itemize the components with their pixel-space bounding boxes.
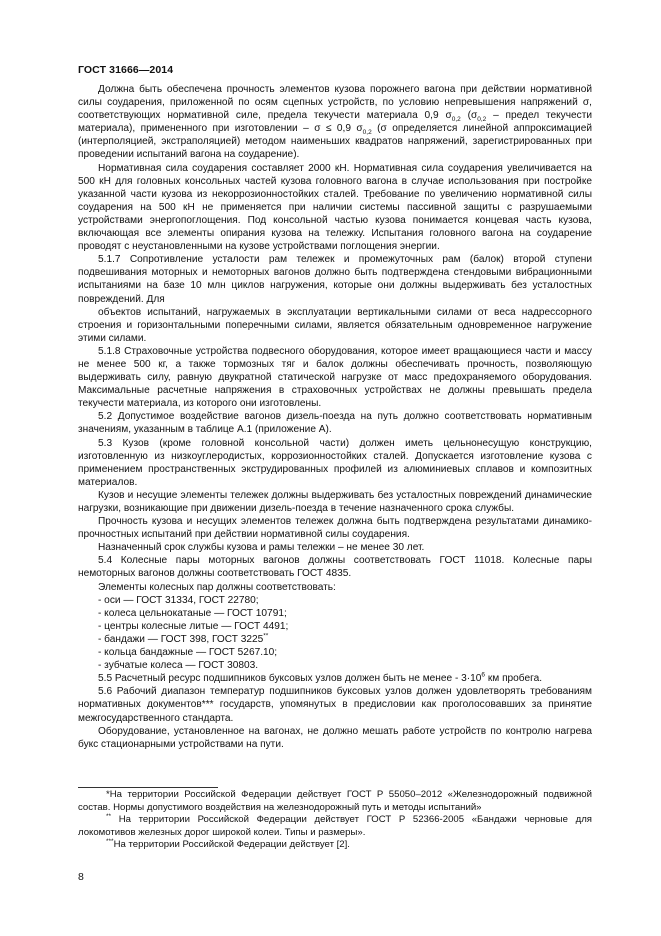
body-paragraph: Кузов и несущие элементы тележек должны выдерживать без усталостных повреждений динамические нагрузки, возникающие при движении дизель-поезда в течение назначенного срока службы. [78,489,592,514]
body-paragraph: Нормативная сила соударения составляет 2000 кН. Нормативная сила соударения увеличивается на 500 кН для головных консольных частей кузова головного вагона в случае использования при постройке указанной части кузова из некоррозионностойких сталей. Требование по увеличению нормативной силы соударения на 500 кН не применяется при наличии системы пассивной защиты с разрушаемыми устройствами энергопоглощения. Под консольной частью кузова понимается концевая часть кузова, включающая все элементы опирания кузова на тележку. Испытания головного вагона на соударение проводят с неустановленными на кузове устройствами поглощения энергии. [78,162,592,253]
footnotes [78,789,592,852]
footnote: ** На территории Российской Федерации действует ГОСТ Р 52366-2005 «Бандажи черновые для локомотивов железных дорог широкой колеи. Типы и размеры». [78,812,592,838]
footnote-divider [78,787,218,788]
body-paragraph: - колеса цельнокатаные — ГОСТ 10791; [98,607,287,619]
footnote: ***На территории Российской Федерации действует [2]. [106,837,350,850]
document-body [78,83,592,751]
body-paragraph: 5.5 Расчетный ресурс подшипников буксовых узлов должен быть не менее - $3\cdot 10^6$ км пробега. [98,671,543,685]
body-paragraph: - бандажи — ГОСТ 398, ГОСТ 3225** [98,632,269,645]
standard-header: ГОСТ 31666—2014 [78,64,174,76]
body-paragraph: 5.6 Рабочий диапазон температур подшипников буксовых узлов должен удовлетворять требованиям нормативных документов*** государств, упомянутых в предисловии как проголосовавших за принятие межгосударственного стандарта. [78,686,592,724]
body-paragraph: - зубчатые колеса — ГОСТ 30803. [98,660,259,672]
body-paragraph: - оси — ГОСТ 31334, ГОСТ 22780; [98,594,259,606]
body-paragraph: 5.3 Кузов (кроме головной консольной части) должен иметь цельнонесущую конструкцию, изготовленную из низкоуглеродистых, коррозионностойких сталей. Допускается изготовление кузова с применением пространственных экструдированных профилей из алюминиевых сплавов и композитных материалов. [78,437,592,488]
body-paragraph: Назначенный срок службы кузова и рамы тележки – не менее 30 лет. [98,542,425,554]
body-paragraph: Прочность кузова и несущих элементов тележек должна быть подтверждена результатами динамико-прочностных испытаний при действии нормативной силы соударения. [78,516,592,541]
body-paragraph: 5.1.8 Страховочные устройства подвесного оборудования, которое имеет вращающиеся части и массу не менее 500 кг, а также тормозных тяг и балок должны обеспечивать прочность, позволяющую выдерживать силу, равную двукратной статической нагрузке от масс предохраняемого оборудования. Максимальные расчетные напряжения в страховочных устройствах не должны превышать предела текучести материала, из которого они изготовлены. [78,345,592,410]
body-paragraph: - кольца бандажные — ГОСТ 5267.10; [98,647,278,659]
body-paragraph: объектов испытаний, нагружаемых в эксплуатации вертикальными силами от веса надрессорного строения и горизонтальными поперечными силами, является обязательным одновременное нагружение этими силами. [78,306,592,344]
body-paragraph: 5.2 Допустимое воздействие вагонов дизель-поезда на путь должно соответствовать нормативным значениям, указанным в таблице А.1 (приложение А). [78,411,592,436]
body-paragraph: 5.4 Колесные пары моторных вагонов должны соответствовать ГОСТ 11018. Колесные пары немоторных вагонов должны соответствовать ГОСТ 4835. [78,555,592,580]
footnote: *На территории Российской Федерации действует ГОСТ Р 55050–2012 «Железнодорожный подвижной состав. Нормы допустимого воздействия на железнодорожный путь и методы испытаний» [78,789,592,813]
body-paragraph: - центры колесные литые — ГОСТ 4491; [98,620,289,632]
body-paragraph: Оборудование, установленное на вагонах, не должно мешать работе устройств по контролю нагрева букс стационарными устройствами на пути. [78,725,592,750]
body-paragraph: 5.1.7 Сопротивление усталости рам тележек и промежуточных рам (балок) второй ступени подвешивания моторных и немоторных вагонов должно быть подтверждена стендовыми вибрационными испытаниями на базе 10 млн циклов нагружения, которые они должны выдерживать без усталостных повреждений. Для [78,254,592,305]
body-paragraph: Элементы колесных пар должны соответствовать: [98,581,336,593]
page-number: 8 [78,871,84,883]
body-paragraph: Должна быть обеспечена прочность элементов кузова порожнего вагона при действии нормативной силы соударения, приложенной по осям сцепных устройств, по условию непревышения напряжений σ, соответствующих нормативной силе, предела текучести материала 0,9 $\sigma_{0,2}$ ($\sigma_{0,2}$ – предел текучести материала), примененного при изготовлении – σ ≤ 0,9 $\sigma_{0,2}$ (σ определяется линейной аппроксимацией (интерполяцией, экстраполяцией) методом наименьших квадратов напряжений, зарегистрированных при проведении испытаний вагона на соударение). [78,84,593,161]
